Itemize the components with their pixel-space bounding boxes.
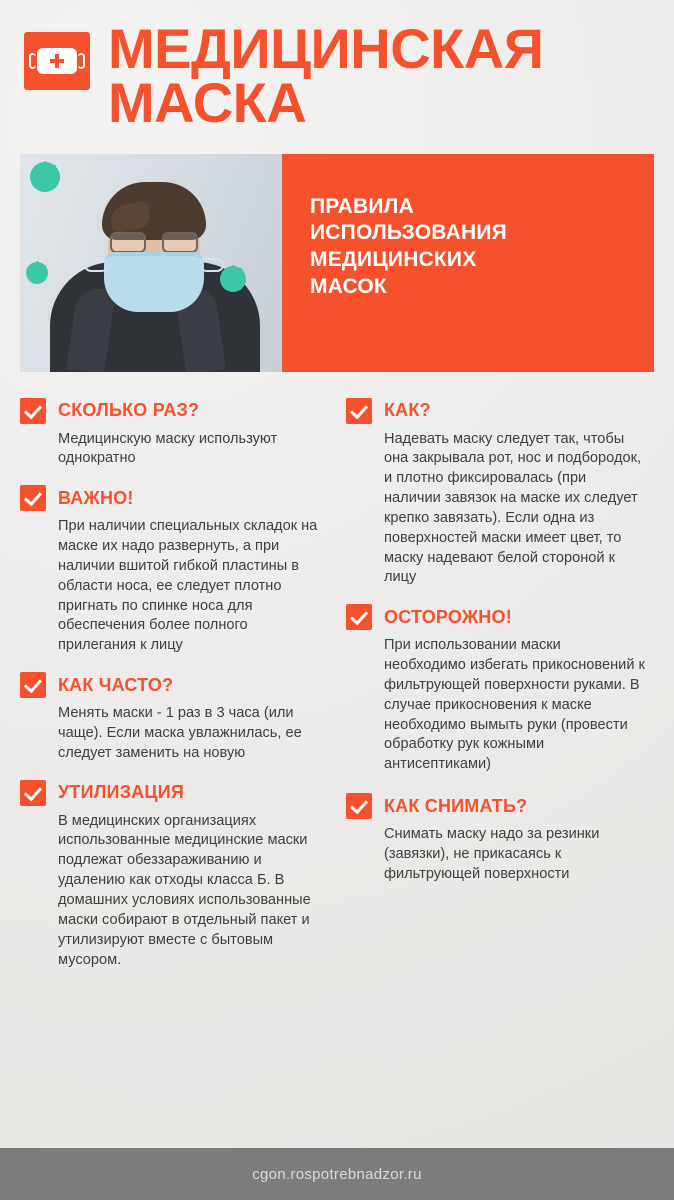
info-block [20, 780, 320, 971]
info-block-title: ОСТОРОЖНО! [384, 606, 512, 627]
footer-site-url[interactable]: cgon.rospotrebnadzor.ru [252, 1165, 422, 1183]
info-block [346, 793, 646, 885]
footer-bar [0, 1148, 674, 1200]
info-block-header [20, 672, 320, 698]
info-block [20, 485, 320, 656]
virus-icon [26, 262, 48, 284]
info-block-text: Медицинскую маску используют однократно [58, 430, 278, 467]
info-block-header [346, 398, 646, 424]
info-block-text: При использовании маски необходимо избегать прикосновений к фильтрующей поверхности руками. В случае прикосновения к маске необходимо вымыть руки (провести обработку рук кожными антисептиками) [384, 637, 645, 773]
info-block-text: В медицинских организациях использованные медицинские маски подлежат обеззараживанию и удалению как отходы класса Б. В домашних условиях использованные маски собирают в отдельный пакет и утилизируют вместе с бытовым мусором. [58, 812, 311, 968]
info-block-title: КАК СНИМАТЬ? [384, 795, 528, 816]
info-block [346, 398, 646, 589]
info-block-header [346, 793, 646, 819]
info-block [346, 604, 646, 775]
hero-banner-line-2: ИСПОЛЬЗОВАНИЯ [310, 221, 507, 245]
check-icon [346, 793, 372, 819]
info-block-title: КАК? [384, 400, 431, 420]
check-icon [20, 672, 46, 698]
right-column [346, 398, 646, 987]
info-block-title: УТИЛИЗАЦИЯ [58, 782, 184, 803]
info-block-header [20, 485, 320, 511]
info-block-text: При наличии специальных складок на маске их надо развернуть, а при наличии вшитой гибкой пластины в области носа, ее следует плотно пригнать по спинке носа для обеспечения более полного прилегания к лицу [58, 518, 318, 654]
info-block-header [346, 604, 646, 630]
info-block [20, 398, 320, 470]
left-column [20, 398, 320, 987]
hero-banner-line-4: МАСОК [310, 275, 387, 299]
info-block-title: КАК ЧАСТО? [58, 674, 174, 695]
info-block-text: Менять маски - 1 раз в 3 часа (или чаще). Если маска увлажнилась, ее следует заменить на новую [58, 705, 302, 761]
logo-cross-shape [50, 54, 64, 68]
hero-banner-line-1: ПРАВИЛА [310, 194, 414, 218]
info-block-text: Надевать маску следует так, чтобы она закрывала рот, нос и подбородок, и плотно фиксировалась (при наличии завязок на маске их следует крепко завязать). Если одна из поверхностей маски имеет цвет, то маску надевают белой стороной к лицу [384, 430, 642, 586]
person-photo [20, 154, 282, 372]
check-icon [346, 398, 372, 424]
title-line-2: МАСКА [108, 70, 307, 134]
info-block-title: СКОЛЬКО РАЗ? [58, 400, 200, 420]
check-icon [20, 485, 46, 511]
check-icon [346, 604, 372, 630]
check-icon [20, 780, 46, 806]
info-block-title: ВАЖНО! [58, 487, 134, 508]
poster-header [0, 0, 674, 134]
content-columns [20, 398, 654, 987]
check-icon [20, 398, 46, 424]
virus-icon [220, 266, 246, 292]
page-title [108, 17, 544, 134]
mask-cross-icon [24, 32, 90, 90]
logo-mask-shape [37, 48, 77, 74]
info-block-header [20, 780, 320, 806]
info-block [20, 672, 320, 764]
info-block-text: Снимать маску надо за резинки (завязки), не прикасаясь к фильтрующей поверхности [384, 826, 600, 882]
title-line-1: МЕДИЦИНСКАЯ [108, 17, 544, 80]
photo-glasses [108, 232, 200, 250]
hero-banner-line-3: МЕДИЦИНСКИХ [310, 248, 477, 272]
hero-section [20, 154, 654, 372]
photo-medical-mask [104, 252, 204, 312]
hero-banner [282, 154, 654, 372]
virus-icon [30, 162, 60, 192]
info-block-header [20, 398, 320, 424]
